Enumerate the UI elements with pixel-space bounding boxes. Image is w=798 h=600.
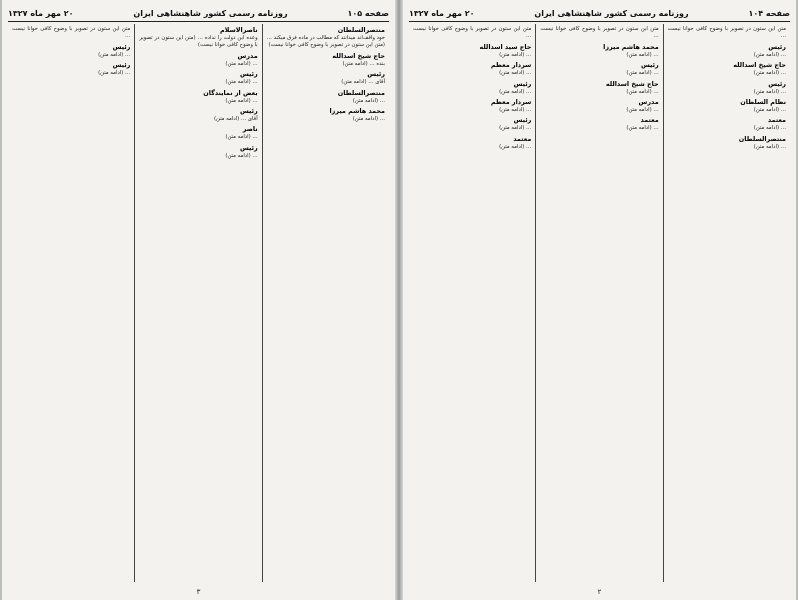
left-issue-date: ۲۰ مهر ماه ۱۳۲۷: [8, 8, 74, 18]
paragraph: … (ادامه متن): [626, 70, 659, 77]
left-column-3: [8, 24, 135, 582]
right-col3-block-5: [413, 98, 531, 114]
right-col2-block-2: [540, 43, 658, 59]
right-col1-block-3: [668, 61, 786, 77]
speaker-name: بعض از نمایندگان: [203, 88, 258, 97]
speaker-name: معتمد: [513, 134, 532, 143]
right-col1-block-4: [668, 80, 786, 96]
right-column-3: [409, 24, 536, 582]
paragraph: … (ادامه متن): [499, 107, 532, 114]
paragraph: وعده این دولت را نداده … (متن این ستون در تصویر با وضوح کافی خوانا نیست): [139, 35, 258, 49]
paragraph: متن این ستون در تصویر با وضوح کافی خوانا نیست …: [540, 26, 659, 40]
paragraph: … (ادامه متن): [499, 51, 532, 58]
left-col2-block-7: [139, 144, 257, 160]
speaker-name: رئیس: [239, 70, 258, 79]
paragraph: … (ادامه متن): [499, 125, 532, 132]
right-col2-block-6: [540, 116, 658, 132]
left-col1-block-4: [267, 89, 385, 105]
right-header-rule: [409, 21, 790, 22]
right-col3-block-3: [413, 61, 531, 77]
left-page: [2, 0, 395, 600]
paragraph: … (ادامه متن): [753, 51, 786, 58]
speaker-name: مدرس: [237, 51, 258, 60]
paragraph: متن این ستون در تصویر با وضوح کافی خوانا نیست …: [12, 26, 131, 40]
speaker-name: منتصرالسلطان: [337, 26, 385, 34]
speaker-name: رئیس: [768, 42, 786, 51]
left-col3-block-1: [12, 26, 130, 41]
left-header-rule: [8, 21, 389, 22]
paragraph: بنده … (ادامه متن): [342, 60, 385, 67]
speaker-name: حاج سید اسدالله: [479, 42, 532, 51]
paragraph: … (ادامه متن): [626, 51, 659, 58]
paragraph: … (ادامه متن): [499, 70, 532, 77]
paragraph: آقای … (ادامه متن): [341, 79, 385, 86]
right-page-label: صفحه ۱۰۴: [748, 8, 790, 18]
speaker-name: مدرس: [638, 98, 659, 107]
speaker-name: حاج شیخ اسدالله: [332, 51, 385, 60]
paragraph: … (ادامه متن): [225, 152, 258, 159]
right-col2-block-1: [540, 26, 658, 41]
speaker-name: منتصرالسلطان: [738, 134, 786, 143]
right-col3-block-6: [413, 116, 531, 132]
speaker-name: رئیس: [112, 61, 131, 70]
paragraph: … (ادامه متن): [225, 60, 258, 67]
speaker-name: رئیس: [112, 42, 131, 51]
left-page-header: [8, 6, 389, 20]
paragraph: … (ادامه متن): [753, 143, 786, 150]
speaker-name: رئیس: [513, 116, 532, 125]
right-page-footer: ۲: [597, 588, 602, 596]
speaker-name: رئیس: [239, 143, 258, 152]
paragraph: … (ادامه متن): [753, 70, 786, 77]
paragraph: … (ادامه متن): [225, 79, 258, 86]
paragraph: خود واقف‌اند میدانند که مطالب در ماده فرق میکند … (متن این ستون در تصویر با وضوح کافی خوانا نیست): [266, 35, 385, 49]
left-column-2: [135, 24, 262, 582]
left-page-footer: ۳: [196, 588, 201, 596]
left-col3-block-3: [12, 61, 130, 77]
speaker-name: سردار معظم: [490, 98, 532, 107]
left-col3-block-2: [12, 43, 130, 59]
left-journal-title: روزنامه رسمی کشور شاهنشاهی ایران: [133, 8, 288, 18]
paragraph: … (ادامه متن): [352, 116, 385, 123]
paragraph: … (ادامه متن): [753, 125, 786, 132]
left-col2-block-4: [139, 89, 257, 105]
left-col1-block-1: [267, 26, 385, 50]
speaker-name: ناصر: [242, 125, 258, 134]
paragraph: … (ادامه متن): [225, 134, 258, 141]
paragraph: متن این ستون در تصویر با وضوح کافی خوانا نیست …: [667, 26, 786, 40]
paragraph: … (ادامه متن): [626, 88, 659, 95]
right-col1-block-1: [668, 26, 786, 41]
left-col2-block-3: [139, 70, 257, 86]
right-col3-block-2: [413, 43, 531, 59]
left-col1-block-2: [267, 52, 385, 68]
paragraph: … (ادامه متن): [499, 88, 532, 95]
left-col1-block-5: [267, 107, 385, 123]
speaker-name: نظام السلطان: [740, 98, 786, 107]
speaker-name: سردار معظم: [490, 61, 532, 70]
left-columns: [8, 24, 389, 582]
right-col1-block-7: [668, 135, 786, 151]
right-issue-date: ۲۰ مهر ماه ۱۳۲۷: [409, 8, 475, 18]
left-column-1: [263, 24, 389, 582]
right-col3-block-4: [413, 80, 531, 96]
paragraph: … (ادامه متن): [352, 97, 385, 104]
right-col1-block-5: [668, 98, 786, 114]
right-columns: [409, 24, 790, 582]
right-column-2: [536, 24, 663, 582]
right-col2-block-3: [540, 61, 658, 77]
speaker-name: رئیس: [367, 70, 385, 79]
left-col2-block-1: [139, 26, 257, 50]
paragraph: … (ادامه متن): [626, 107, 659, 114]
left-page-label: صفحه ۱۰۵: [347, 8, 389, 18]
speaker-name: محمد هاشم میرزا: [603, 42, 659, 51]
paragraph: … (ادامه متن): [753, 107, 786, 114]
right-col1-block-2: [668, 43, 786, 59]
paragraph: … (ادامه متن): [626, 125, 659, 132]
speaker-name: معتمد: [767, 116, 786, 125]
book-gutter: [395, 0, 403, 600]
paragraph: … (ادامه متن): [753, 88, 786, 95]
speaker-name: رئیس: [640, 61, 659, 70]
speaker-name: منتصرالسلطان: [337, 88, 385, 97]
paragraph: … (ادامه متن): [499, 143, 532, 150]
left-col2-block-5: [139, 107, 257, 123]
left-col2-block-2: [139, 52, 257, 68]
speaker-name: محمد هاشم میرزا: [329, 107, 385, 116]
speaker-name: رئیس: [239, 107, 258, 116]
speaker-name: رئیس: [513, 79, 532, 88]
paragraph: … (ادامه متن): [225, 97, 258, 104]
right-page: [403, 0, 796, 600]
paragraph: آقای … (ادامه متن): [213, 116, 258, 123]
right-col2-block-5: [540, 98, 658, 114]
right-col1-block-6: [668, 116, 786, 132]
paragraph: … (ادامه متن): [98, 51, 131, 58]
speaker-name: حاج شیخ اسدالله: [605, 79, 659, 88]
speaker-name: ناصرالاسلام: [219, 26, 258, 34]
paragraph: … (ادامه متن): [98, 70, 131, 77]
right-col3-block-7: [413, 135, 531, 151]
right-col2-block-4: [540, 80, 658, 96]
paragraph: متن این ستون در تصویر با وضوح کافی خوانا نیست …: [413, 26, 532, 40]
right-journal-title: روزنامه رسمی کشور شاهنشاهی ایران: [534, 8, 689, 18]
left-col2-block-6: [139, 125, 257, 141]
speaker-name: معتمد: [640, 116, 659, 125]
right-page-header: [409, 6, 790, 20]
left-col1-block-3: [267, 70, 385, 86]
speaker-name: رئیس: [768, 79, 786, 88]
speaker-name: حاج شیخ اسدالله: [733, 61, 786, 70]
right-col3-block-1: [413, 26, 531, 41]
right-column-1: [664, 24, 790, 582]
